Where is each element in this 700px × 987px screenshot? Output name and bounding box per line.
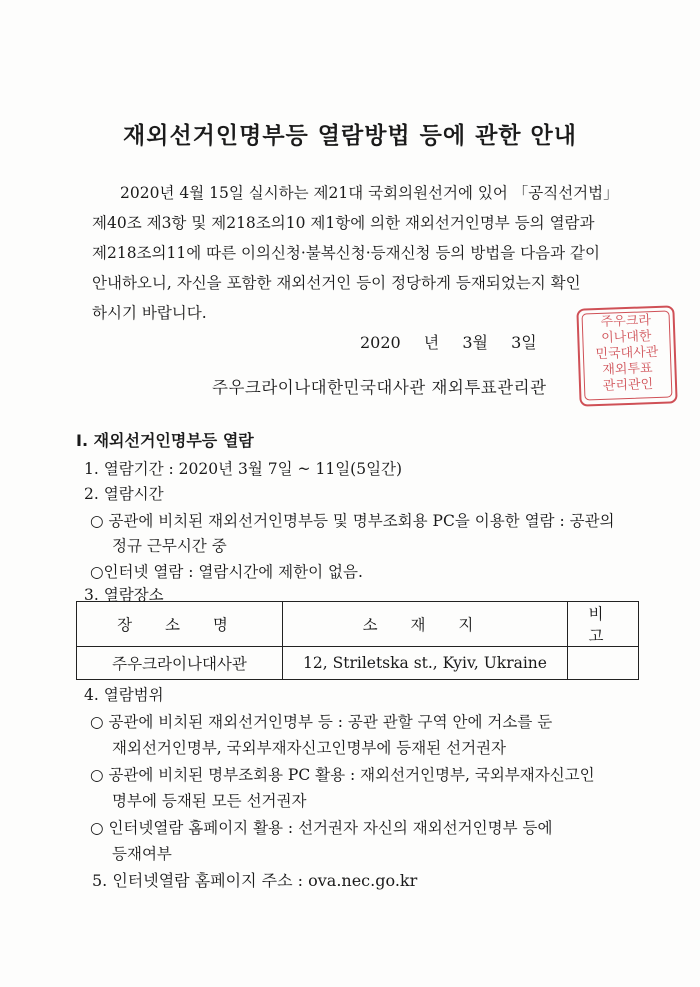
- table-header-cell: 소 재 지: [283, 602, 568, 647]
- hours-bullet-office-cont: 정규 근무시간 중: [112, 537, 227, 555]
- table-header-row: [77, 602, 639, 647]
- table-row: [77, 647, 639, 680]
- section-heading: I. 재외선거인명부등 열람: [76, 431, 254, 450]
- document-title: 재외선거인명부등 열람방법 등에 관한 안내: [123, 123, 577, 149]
- scope-bullet-office: ○ 공관에 비치된 재외선거인명부 등 : 공관 관할 구역 안에 거소를 둔: [90, 713, 553, 731]
- period-item: 1. 열람기간 : 2020년 3월 7일 ~ 11일(5일간): [84, 460, 403, 478]
- scope-bullet-internet-cont: 등재여부: [112, 845, 172, 863]
- seal-text-line: 주우크라: [600, 313, 652, 330]
- scope-bullet-office-cont: 재외선거인명부, 국외부재자신고인명부에 등재된 선거권자: [112, 739, 507, 757]
- issue-date: 2020 년 3월 3일: [360, 333, 537, 352]
- scope-bullet-internet: ○ 인터넷열람 홈페이지 활용 : 선거권자 자신의 재외선거인명부 등에: [90, 819, 553, 837]
- table-cell: 12, Striletska st., Kyiv, Ukraine: [283, 647, 568, 680]
- places-table: [76, 601, 639, 680]
- seal-text-line: 관리관인: [602, 377, 654, 394]
- table-header-cell: 비 고: [568, 602, 639, 647]
- table-cell: [568, 647, 639, 680]
- intro-line: 2020년 4월 15일 실시하는 제21대 국회의원선거에 있어 「공직선거법」: [120, 184, 619, 202]
- seal-text-line: 이나대한: [600, 329, 652, 346]
- intro-line: 안내하오니, 자신을 포함한 재외선거인 등이 정당하게 등재되었는지 확인: [92, 274, 581, 292]
- hours-bullet-internet: ○인터넷 열람 : 열람시간에 제한이 없음.: [90, 563, 363, 581]
- place-item: 3. 열람장소: [84, 586, 164, 604]
- seal-text-line: 민국대사관: [595, 344, 659, 363]
- scope-bullet-pc-cont: 명부에 등재된 모든 선거권자: [112, 792, 307, 810]
- intro-line: 하시기 바랍니다.: [92, 304, 207, 322]
- table-header-cell: 장 소 명: [77, 602, 283, 647]
- table-cell: 주우크라이나대사관: [77, 647, 283, 680]
- hours-bullet-office: ○ 공관에 비치된 재외선거인명부등 및 명부조회용 PC을 이용한 열람 : 공관의: [90, 512, 615, 530]
- intro-line: 제40조 제3항 및 제218조의10 제1항에 의한 재외선거인명부 등의 열람과: [92, 214, 595, 232]
- seal-text-line: 재외투표: [602, 361, 653, 378]
- scope-item: 4. 열람범위: [84, 686, 164, 704]
- internet-url-item: 5. 인터넷열람 홈페이지 주소 : ova.nec.go.kr: [92, 871, 418, 890]
- intro-paragraph: [92, 178, 644, 328]
- scope-bullet-pc: ○ 공관에 비치된 명부조회용 PC 활용 : 재외선거인명부, 국외부재자신고인: [90, 766, 595, 784]
- intro-line: 제218조의11에 따른 이의신청·불복신청·등재신청 등의 방법을 다음과 같이: [92, 244, 600, 262]
- hours-item: 2. 열람시간: [84, 485, 164, 503]
- sender-name: 주우크라이나대한민국대사관 재외투표관리관: [212, 378, 547, 397]
